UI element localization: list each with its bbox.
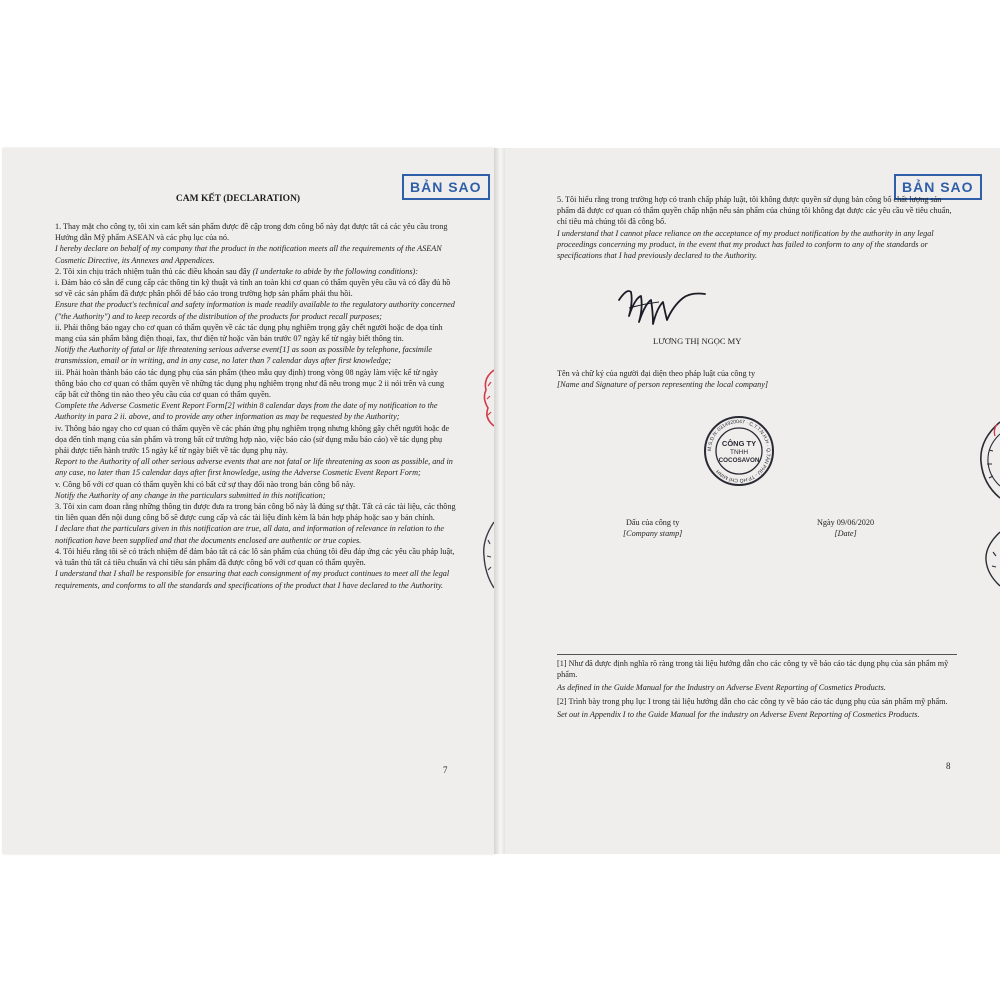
representative-caption bbox=[557, 368, 917, 390]
margin-seal-fragment-icon bbox=[979, 530, 1000, 588]
footnote-2-en: Set out in Appendix I to the Guide Manual for the industry on Adverse Event Reporting of Cosmetics Products. bbox=[557, 709, 920, 719]
footnote-1-vi: [1] Như đã được định nghĩa rõ ràng trong tài liệu hướng dẫn cho các công ty về báo cáo tác dụng phụ của sản phẩm mỹ phẩm. bbox=[557, 659, 949, 680]
clause-3-vi: 3. Tôi xin cam đoan rằng những thông tin được đưa ra trong bản công bố này là đúng sự thật. Tất cả các tài liệu, các thông tin liên quan đến nội dung công bố sẽ được cung cấp và các tài liệu đính kèm là bản hợp pháp hoặc sao y bản chính. bbox=[55, 502, 456, 523]
page-number: 7 bbox=[443, 765, 448, 775]
clause-2ii-vi: ii. Phải thông báo ngay cho cơ quan có thẩm quyền về các tác dụng phụ nghiêm trọng gây chết người hoặc đe dọa tính mạng của sản phẩm bằng điện thoại, fax, thư điện tử hoặc văn bản trước 07 ngày kể từ ngày biết thông tin. bbox=[55, 322, 443, 344]
clause-2i-vi: i. Đảm bảo có sẵn để cung cấp các thông tin kỹ thuật và tính an toàn khi cơ quan có thẩm quyền yêu cầu và có đầy đủ hồ sơ về các sản phẩm đã được phân phối để báo cáo trong trường hợp sản phẩm phải thu hồi. bbox=[55, 278, 451, 299]
footnote-2-vi: [2] Trình bày trong phụ lục I trong tài liệu hướng dẫn cho các công ty về báo cáo tác dụng phụ của sản phẩm mỹ phẩm. bbox=[557, 696, 948, 706]
clause-2-text: 2. Tôi xin chịu trách nhiệm tuân thủ các điều khoản sau đây bbox=[55, 266, 253, 276]
stamp-label-en: [Company stamp] bbox=[623, 529, 683, 538]
seal-line-3: COCOSAVON bbox=[718, 457, 760, 464]
date-caption bbox=[817, 517, 874, 539]
footnote-1-en: As defined in the Guide Manual for the Industry on Adverse Event Reporting of Cosmetics Products. bbox=[557, 683, 886, 693]
footnotes bbox=[557, 658, 957, 722]
clause-1-en: I hereby declare on behalf of my company that the product in the notification meets all the requirements of the ASEAN Cosmetic Directive, its Annexes and Appendices. bbox=[55, 244, 442, 265]
clause-2ii-en: Notify the Authority of fatal or life threatening serious adverse event[1] as soon as possible by telephone, facsimile transmission, email or in writing, and in any case, no later than 7 calendar days after first knowledge; bbox=[55, 345, 433, 366]
clause-2v-vi: v. Công bố với cơ quan có thẩm quyền khi có bất cứ sự thay đổi nào trong bản công bố này. bbox=[55, 479, 356, 489]
page-title: CAM KẾT (DECLARATION) bbox=[175, 194, 301, 204]
seal-line-1: CÔNG TY bbox=[721, 439, 757, 448]
page-number: 8 bbox=[946, 761, 951, 771]
declaration-clause-5 bbox=[557, 194, 957, 261]
clause-3-en: I declare that the particulars given in this notification are true, all data, and information of relevance in relation to the notification have been supplied and that the documents enclosed are authentic or true copies. bbox=[55, 524, 445, 545]
stamp-label-vi: Dấu của công ty bbox=[625, 518, 680, 527]
clause-2iv-en: Report to the Authority of all other serious adverse events that are not fatal or life threatening as soon as possible, and in any case, no later than 15 calendar days after first knowledge, using the Adverse Cosmetic Event Report Form; bbox=[55, 457, 453, 478]
company-seal bbox=[703, 415, 775, 487]
clause-2v-en: Notify the Authority of any change in the particulars submitted in this notification; bbox=[55, 490, 326, 500]
document-page-8 bbox=[505, 148, 1000, 854]
seal-ring-textpath: M.S.D.N: 0314920047 · C.T.T.N.H.H · Q.TÂN PHÚ - TP.HỒ CHÍ MINH bbox=[706, 418, 772, 484]
seal-line-2: TNHH bbox=[729, 449, 749, 456]
page-gutter bbox=[494, 148, 505, 854]
company-stamp-caption bbox=[623, 517, 682, 539]
clause-4-en: I understand that I shall be responsible for ensuring that each consignment of my product continues to meet all the legal requirements, and conforms to all the standards and specifications of the product that I have declared to the Authority. bbox=[55, 569, 450, 590]
document-page-7 bbox=[2, 148, 494, 854]
copy-stamp: BẢN SAO bbox=[402, 174, 490, 200]
clause-2i-en: Ensure that the product's technical and safety information is made readily available to the regulatory authority concerned ("the Authority") and to keep records of the distribution of the products for product recall purposes; bbox=[55, 300, 455, 321]
representative-vi: Tên và chữ ký của người đại diện theo pháp luật của công ty bbox=[557, 369, 756, 378]
clause-2iii-en: Complete the Adverse Cosmetic Event Report Form[2] within 8 calendar days from the date of my notification to the Authority in para 2 ii. above, and to provide any other information as may be requested by the Authority; bbox=[55, 401, 438, 422]
clause-2iv-vi: iv. Thông báo ngay cho cơ quan có thẩm quyền về các phản ứng phụ nghiêm trọng nhưng không gây chết người hoặc đe dọa đến tính mạng của sản phẩm và trong bất cứ trường hợp nào, việc báo cáo (sử dụng mẫu báo cáo) về tác dụng phụ phải được tiến hành trước 15 ngày kể từ ngày biết về tác dụng phụ này. bbox=[55, 423, 450, 456]
clause-2-italic: (I undertake to abide by the following conditions): bbox=[252, 266, 418, 276]
footnote-divider bbox=[557, 654, 957, 655]
declaration-body bbox=[55, 221, 457, 591]
margin-stamp-fragment-icon bbox=[480, 368, 494, 428]
clause-2-vi bbox=[55, 266, 457, 277]
copy-stamp: BẢN SAO bbox=[894, 174, 982, 200]
margin-seal-fragment-icon bbox=[480, 520, 494, 590]
clause-1-vi: 1. Thay mặt cho công ty, tôi xin cam kết sản phẩm được đề cập trong đơn công bố này đạt được tất cả các yêu cầu trong Hướng dẫn Mỹ phẩm ASEAN và các phụ lục của nó. bbox=[55, 222, 448, 243]
clause-4-vi: 4. Tôi hiểu rằng tôi sẽ có trách nhiệm để đảm bảo tất cả các lô sản phẩm của chúng tôi đều đáp ứng các yêu cầu pháp luật, và tuân thủ tất cả tiêu chuẩn và chỉ tiêu sản phẩm đã được công bố với cơ quan có thẩm quyền. bbox=[55, 546, 455, 568]
margin-seal-fragment-icon bbox=[975, 420, 1000, 500]
representative-en: [Name and Signature of person representing the local company] bbox=[557, 380, 769, 390]
clause-5-en: I understand that I cannot place reliance on the acceptance of my product notification by the authority in any legal proceedings concerning my product, in the event that my product has failed to conform to any of the standards or specifications that I had previously declared to the Authority. bbox=[557, 228, 934, 261]
date-value: Ngày 09/06/2020 bbox=[817, 518, 875, 527]
clause-5-vi: 5. Tôi hiểu rằng trong trường hợp có tranh chấp pháp luật, tôi không được quyền sử dụng bản công bố chất lượng sản phẩm đã được cơ quan có thẩm quyền chấp nhận nếu sản phẩm của chúng tôi không đạt được các yêu cầu về tiêu chuẩn, chỉ tiêu mà chúng tôi đã công bố. bbox=[557, 195, 952, 227]
handwritten-signature bbox=[613, 278, 709, 334]
signer-name: LƯƠNG THỊ NGỌC MY bbox=[653, 336, 742, 346]
clause-2iii-vi: iii. Phải hoàn thành báo cáo tác dụng phụ của sản phẩm (theo mẫu quy định) trong vòng 08 ngày làm việc kể từ ngày thông báo cho cơ quan có thẩm quyền về những tác dụng phụ nghiêm trọng như đã nêu trong mục 2 ii nói trên và cung cấp bất cứ thông tin nào theo yêu cầu của cơ quan có thẩm quyền. bbox=[55, 367, 445, 400]
date-label-en: [Date] bbox=[834, 529, 857, 538]
